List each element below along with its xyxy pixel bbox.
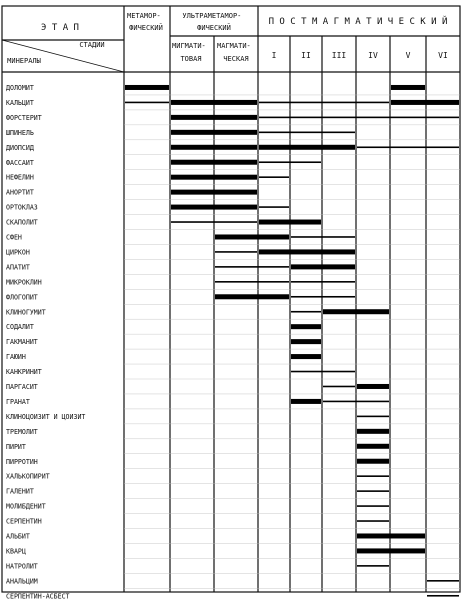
- mineral-name: ТРЕМОЛИТ: [6, 427, 38, 436]
- occurrence-bar-major: [171, 130, 257, 135]
- header-migmatic-line2: ТОВАЯ: [180, 55, 202, 63]
- occurrence-bar-major: [357, 444, 389, 449]
- occurrence-bar-major: [215, 234, 289, 239]
- occurrence-bar-minor: [357, 490, 389, 492]
- occurrence-bar-minor: [125, 102, 169, 104]
- mineral-name: ПИРРОТИН: [6, 457, 38, 466]
- occurrence-bar-major: [215, 294, 289, 299]
- occurrence-bar-major: [259, 145, 355, 150]
- mineral-name: ПИРИТ: [6, 442, 26, 451]
- header-magmatic-line2: ЧЕСКАЯ: [223, 55, 249, 63]
- occurrence-bar-minor: [259, 132, 355, 134]
- mineral-name: СОДАЛИТ: [6, 323, 34, 332]
- occurrence-bar-minor: [291, 281, 355, 283]
- mineral-name: ГАЛЕНИТ: [6, 487, 34, 496]
- occurrence-bar-major: [291, 324, 321, 329]
- stage-label: III: [331, 51, 347, 60]
- occurrence-bar-major: [171, 205, 257, 210]
- mineral-name: ЦИРКОН: [6, 248, 30, 257]
- occurrence-bar-major: [357, 384, 389, 389]
- occurrence-bar-major: [171, 160, 257, 165]
- mineral-name: ФЛОГОПИТ: [6, 293, 38, 302]
- mineral-name: СЕРПЕНТИН: [6, 517, 42, 526]
- occurrence-bar-minor: [259, 161, 321, 163]
- occurrence-bar-minor: [171, 221, 257, 223]
- stage-label: IV: [368, 51, 378, 60]
- mineral-name: АНОРТИТ: [6, 188, 34, 197]
- occurrence-bar-major: [125, 85, 169, 90]
- occurrence-bar-major: [259, 249, 355, 254]
- header-stadii: СТАДИИ: [79, 41, 105, 49]
- occurrence-bar-major: [323, 309, 389, 314]
- header-magmatic: [217, 42, 255, 63]
- header-etap: Э Т А П: [41, 23, 79, 33]
- occurrence-bar-major: [357, 533, 425, 538]
- mineral-name: КЛИНОЦОИЗИТ И ЦОИЗИТ: [6, 412, 86, 421]
- occurrence-bar-minor: [427, 580, 459, 582]
- occurrence-bar-minor: [357, 565, 389, 567]
- mineral-name: НЕФЕЛИН: [6, 173, 34, 182]
- mineral-name: ОРТОКЛАЗ: [6, 203, 38, 212]
- occurrence-bar-minor: [291, 236, 355, 238]
- occurrence-bar-major: [291, 339, 321, 344]
- occurrence-bar-major: [291, 264, 355, 269]
- mineral-name: ГАЮИН: [6, 353, 26, 362]
- mineral-name: ДОЛОМИТ: [6, 84, 34, 92]
- occurrence-bar-minor: [215, 281, 289, 283]
- mineral-name: КЛИНОГУМИТ: [6, 308, 46, 317]
- occurrence-bar-major: [171, 145, 257, 150]
- header-minerals: МИНЕРАЛЫ: [7, 57, 41, 65]
- mineral-name: МОЛИБДЕНИТ: [6, 502, 46, 511]
- stage-label: I: [271, 51, 277, 60]
- occurrence-bar-major: [171, 190, 257, 195]
- stage-label: V: [405, 51, 411, 60]
- occurrence-bar-minor: [291, 311, 321, 313]
- stage-label: VI: [438, 51, 448, 60]
- mineral-name: ГАКМАНИТ: [6, 338, 38, 347]
- mineral-name: ПАРГАСИТ: [6, 383, 38, 391]
- occurrence-bar-minor: [259, 176, 289, 178]
- mineral-name: ДИОПСИД: [6, 143, 34, 152]
- occurrence-bar-minor: [259, 206, 289, 208]
- occurrence-bar-minor: [259, 117, 459, 119]
- header-migmatic: [172, 42, 210, 63]
- occurrence-bar-minor: [291, 371, 355, 373]
- header-ultrametamorphic-line1: УЛЬТРАМЕТАМОР-: [182, 12, 242, 20]
- mineral-name: СФЕН: [6, 233, 22, 242]
- mineral-name: КВАРЦ: [6, 547, 26, 556]
- occurrence-bar-minor: [357, 505, 389, 507]
- mineral-name: АПАТИТ: [6, 263, 30, 272]
- occurrence-bar-major: [259, 220, 321, 225]
- occurrence-bar-major: [357, 548, 425, 553]
- mineral-name: ХАЛЬКОПИРИТ: [6, 472, 50, 481]
- occurrence-bar-minor: [215, 251, 257, 253]
- mineral-name: КАЛЬЦИТ: [6, 98, 34, 107]
- occurrence-bar-major: [171, 100, 257, 105]
- occurrence-bar-major: [291, 399, 321, 404]
- occurrence-bar-minor: [215, 266, 289, 268]
- mineral-name: НАТРОЛИТ: [6, 562, 38, 571]
- occurrence-bar-minor: [357, 416, 389, 418]
- mineral-name: КАНКРИНИТ: [6, 368, 42, 377]
- header-migmatic-line1: МИГМАТИ-: [172, 42, 206, 50]
- occurrence-bar-minor: [357, 520, 389, 522]
- occurrence-bar-minor: [259, 102, 389, 104]
- mineral-name: ГРАНАТ: [6, 397, 30, 406]
- mineral-name: ФОРСТЕРИТ: [6, 113, 42, 122]
- header-magmatic-line1: МАГМАТИ-: [217, 42, 251, 50]
- mineral-name: АЛЬБИТ: [6, 532, 30, 541]
- mineral-name: МИКРОКЛИН: [6, 278, 42, 287]
- occurrence-bar-minor: [427, 595, 459, 597]
- occurrence-bar-minor: [357, 475, 389, 477]
- occurrence-bar-major: [357, 429, 389, 434]
- occurrence-bar-minor: [323, 401, 389, 403]
- header-metamorphic-line1: МЕТАМОР-: [127, 12, 161, 20]
- mineral-name: ФАССАИТ: [6, 158, 34, 167]
- header-postmagmatic: П О С Т М А Г М А Т И Ч Е С К И Й: [268, 17, 448, 27]
- mineral-name: СКАПОЛИТ: [6, 218, 38, 227]
- occurrence-bar-major: [171, 115, 257, 120]
- occurrence-bar-major: [391, 85, 425, 90]
- corner-diagonal: [2, 40, 124, 72]
- mineral-name: СЕРПЕНТИН-АСБЕСТ: [6, 592, 70, 600]
- header-metamorphic: [127, 12, 165, 32]
- header-ultrametamorphic: [182, 12, 245, 32]
- occurrence-bar-major: [391, 100, 459, 105]
- occurrence-bar-minor: [323, 386, 355, 388]
- occurrence-bar-major: [171, 175, 257, 180]
- occurrence-bar-minor: [357, 146, 459, 148]
- header-metamorphic-line2: ФИЧЕСКИЙ: [129, 24, 163, 32]
- stage-label: II: [301, 51, 311, 60]
- occurrence-bar-major: [357, 459, 389, 464]
- mineral-name: ШПИНЕЛЬ: [6, 128, 34, 137]
- occurrence-bar-major: [291, 354, 321, 359]
- occurrence-bar-minor: [291, 296, 355, 298]
- mineral-name: АНАЛЬЦИМ: [6, 577, 38, 586]
- header-ultrametamorphic-line2: ФИЧЕСКИЙ: [197, 24, 231, 32]
